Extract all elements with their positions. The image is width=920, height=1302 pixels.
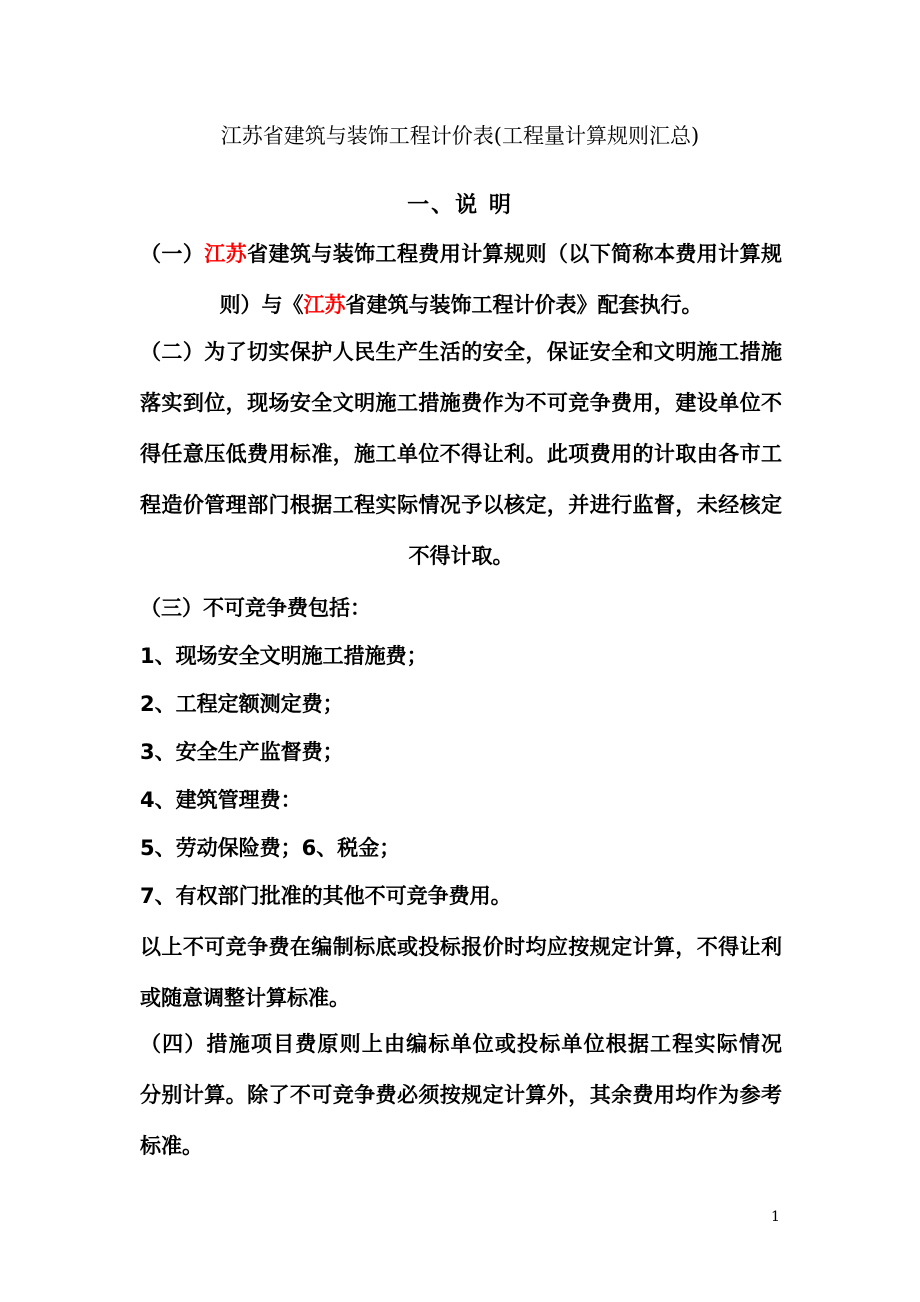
list-item-3: 3、安全生产监督费； [140,740,344,764]
paragraph-4 [140,922,782,1024]
paragraph-2-line-2: 落实到位，现场安全文明施工措施费作为不可竞争费用，建设单位不 [140,391,782,415]
paragraph-3-line-1: （三）不可竞争费包括： [140,596,371,620]
document-title: 江苏省建筑与装饰工程计价表(工程量计算规则汇总) [220,124,700,148]
paragraph-5-line-2: 分别计算。除了不可竞争费必须按规定计算外，其余费用均作为参考 [140,1083,782,1107]
highlight-jiangsu: 江苏 [303,293,346,317]
list-item-2: 2、工程定额测定费； [140,692,344,716]
paragraph-5-line-3: 标准。 [140,1134,203,1158]
paragraph-5-line-1: （四）措施项目费原则上由编标单位或投标单位根据工程实际情况 [140,1032,782,1056]
paragraph-3 [140,584,782,920]
paragraph-5 [140,1019,782,1172]
section-heading: 一、说 明 [407,193,513,218]
paragraph-2 [140,327,782,582]
paragraph-4-line-2: 或随意调整计算标准。 [140,986,350,1010]
paragraph-2-line-4: 程造价管理部门根据工程实际情况予以核定，并进行监督，未经核定 [140,493,782,517]
list-item-7: 7、有权部门批准的其他不可竞争费用。 [140,884,512,908]
paragraph-2-line-1: （二）为了切实保护人民生产生活的安全，保证安全和文明施工措施 [140,340,782,364]
paragraph-1 [140,229,782,331]
list-item-1: 1、现场安全文明施工措施费； [140,644,428,668]
paragraph-1-line-1: （一）江苏省建筑与装饰工程费用计算规则（以下简称本费用计算规 [140,242,783,266]
paragraph-1-line-2: 则）与《江苏省建筑与装饰工程计价表》配套执行。 [219,293,703,317]
page-number: 1 [771,1209,780,1225]
list-item-4: 4、建筑管理费： [140,788,302,812]
list-item-5: 5、劳动保险费；6、税金； [140,836,401,860]
paragraph-4-line-1: 以上不可竞争费在编制标底或投标报价时均应按规定计算，不得让利 [140,935,782,959]
highlight-jiangsu: 江苏 [204,242,248,266]
paragraph-2-line-3: 得任意压低费用标准，施工单位不得让利。此项费用的计取由各市工 [140,442,782,466]
paragraph-2-line-5: 不得计取。 [408,544,514,568]
